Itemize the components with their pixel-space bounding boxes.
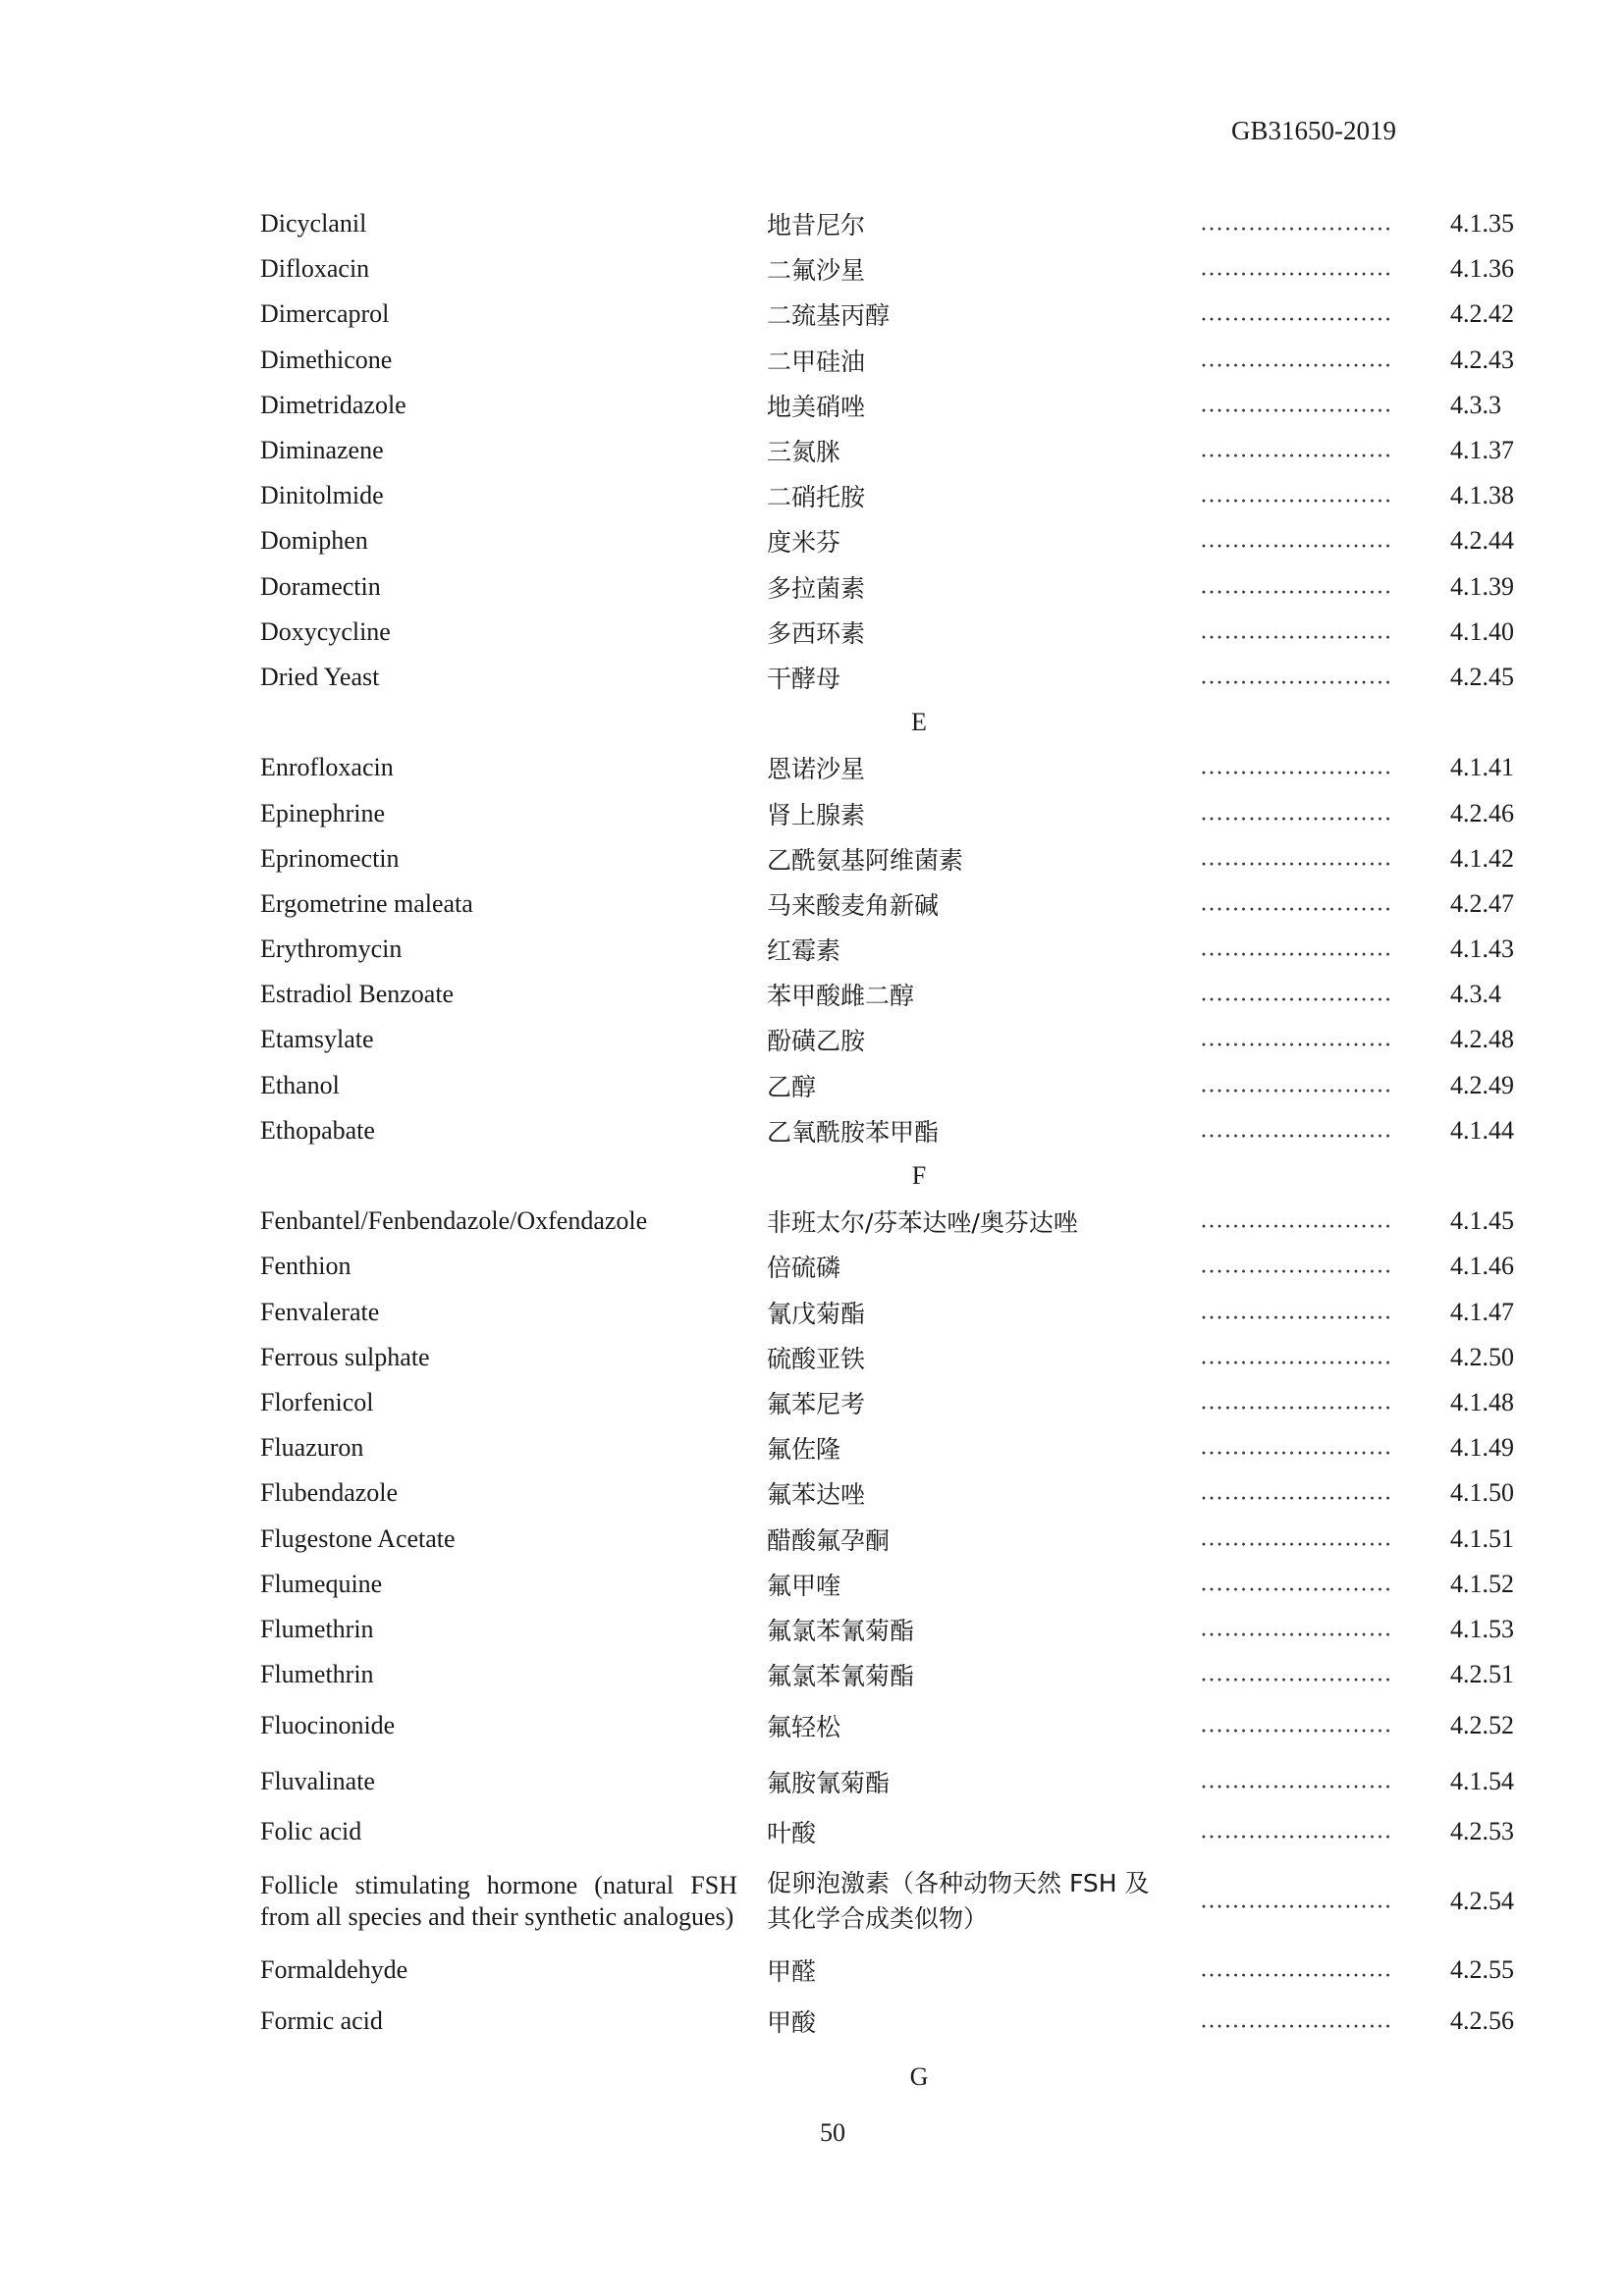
chinese-term: 倍硫磷 [767,1254,841,1283]
chinese-term: 甲酸 [767,2008,817,2038]
english-term: Flubendazole [260,1478,399,1508]
index-entry [260,383,1537,428]
english-term: Dicyclanil [260,209,367,239]
clause-reference: 4.1.54 [1450,1766,1514,1795]
clause-reference: 4.2.43 [1450,345,1514,374]
index-entry [260,1017,1537,1062]
clause-reference: 4.1.52 [1450,1569,1514,1598]
english-term: Ferrous sulphate [260,1342,430,1371]
dot-leader: …………………… [1200,618,1392,645]
chinese-term: 红霉素 [767,936,841,966]
chinese-term: 促卵泡激素（各种动物天然 FSH 及其化学合成类似物） [767,1868,1150,1933]
index-entry [260,1108,1537,1153]
clause-reference: 4.1.47 [1450,1297,1514,1326]
clause-reference: 4.1.49 [1450,1433,1514,1463]
index-entry [260,655,1537,700]
index-entry [260,972,1537,1017]
clause-reference: 4.1.46 [1450,1252,1514,1281]
dot-leader: …………………… [1200,981,1392,1007]
chinese-term: 酚磺乙胺 [767,1027,866,1056]
english-term: Fenvalerate [260,1297,380,1326]
chinese-term: 三氮脒 [767,438,841,467]
dot-leader: …………………… [1200,1434,1392,1461]
dot-leader: …………………… [1200,2007,1392,2034]
clause-reference: 4.1.51 [1450,1523,1514,1553]
dot-leader: …………………… [1200,1956,1392,1983]
chinese-term: 氟氯苯氰菊酯 [767,1616,915,1645]
dot-leader: …………………… [1200,754,1392,780]
chinese-term: 二硝托胺 [767,483,866,512]
document-standard-number: GB31650-2019 [1231,116,1396,145]
clause-reference: 4.2.53 [1450,1817,1514,1846]
english-term: Formic acid [260,2006,383,2036]
english-term: Eprinomectin [260,843,400,873]
index-entry [260,338,1537,383]
index-entry [260,292,1537,337]
dot-leader: …………………… [1200,1389,1392,1415]
clause-reference: 4.2.42 [1450,299,1514,329]
english-term: Flumequine [260,1569,383,1598]
chinese-term: 干酵母 [767,664,841,693]
index-entry [260,1516,1537,1561]
english-term: Difloxacin [260,254,370,284]
chinese-term: 多西环素 [767,618,866,648]
index-entry [260,1562,1537,1607]
chinese-term: 氟轻松 [767,1712,841,1741]
chinese-term: 氟氯苯氰菊酯 [767,1662,915,1691]
dot-leader: …………………… [1200,1661,1392,1687]
clause-reference: 4.2.50 [1450,1342,1514,1371]
english-term: Flumethrin [260,1660,374,1689]
chinese-term: 乙氧酰胺苯甲酯 [767,1117,940,1147]
section-letter: E [911,708,927,737]
dot-leader: …………………… [1200,1616,1392,1642]
chinese-term: 甲醛 [767,1957,817,1987]
english-term: Dried Yeast [260,662,380,691]
clause-reference: 4.1.35 [1450,209,1514,239]
dot-leader: …………………… [1200,1479,1392,1506]
english-term: Domiphen [260,526,368,556]
dot-leader: …………………… [1200,1571,1392,1597]
dot-leader: …………………… [1200,1117,1392,1144]
english-term: Erythromycin [260,934,403,964]
english-term: Flumethrin [260,1614,374,1643]
chinese-term: 氟胺氰菊酯 [767,1768,891,1797]
clause-reference: 4.1.37 [1450,436,1514,465]
dot-leader: …………………… [1200,1026,1392,1052]
clause-reference: 4.2.54 [1450,1886,1514,1915]
english-term: Fenbantel/Fenbendazole/Oxfendazole [260,1206,648,1236]
chinese-term: 氟苯达唑 [767,1480,866,1510]
index-entry [260,1948,1537,1993]
clause-reference: 4.1.39 [1450,571,1514,601]
index-entry [260,1753,1537,1809]
english-term: Florfenicol [260,1387,374,1416]
english-term: Dimetridazole [260,390,406,419]
english-term: Dimercaprol [260,299,390,329]
dot-leader: …………………… [1200,800,1392,827]
english-term: Enrofloxacin [260,753,394,782]
clause-reference: 4.1.44 [1450,1115,1514,1145]
section-letter-heading [260,700,1537,745]
dot-leader: …………………… [1200,890,1392,917]
clause-reference: 4.2.46 [1450,798,1514,828]
chinese-term: 氟佐隆 [767,1435,841,1465]
english-term: Formaldehyde [260,1955,408,1985]
clause-reference: 4.2.56 [1450,2006,1514,2036]
clause-reference: 4.2.49 [1450,1070,1514,1099]
index-entry [260,1335,1537,1380]
chinese-term: 马来酸麦角新碱 [767,890,940,920]
dot-leader: …………………… [1200,1344,1392,1370]
chinese-term: 度米芬 [767,528,841,558]
index-entry [260,1425,1537,1470]
clause-reference: 4.1.45 [1450,1206,1514,1236]
clause-reference: 4.1.36 [1450,254,1514,284]
english-term: Dimethicone [260,345,393,374]
dot-leader: …………………… [1200,1299,1392,1325]
index-entry [260,881,1537,927]
english-term: Etamsylate [260,1025,374,1054]
english-term: Ergometrine maleata [260,888,473,918]
index-entry [260,1199,1537,1244]
clause-reference: 4.2.52 [1450,1710,1514,1739]
english-term: Ethanol [260,1070,340,1099]
dot-leader: …………………… [1200,1888,1392,1914]
index-entry [260,790,1537,835]
index-entry [260,927,1537,972]
dot-leader: …………………… [1200,845,1392,872]
index-entry [260,1809,1537,1854]
dot-leader: …………………… [1200,1253,1392,1279]
dot-leader: …………………… [1200,664,1392,690]
section-letter: G [909,2062,929,2092]
index-entry [260,745,1537,790]
clause-reference: 4.2.44 [1450,526,1514,556]
english-term: Fluocinonide [260,1710,396,1739]
english-term: Doramectin [260,571,381,601]
dot-leader: …………………… [1200,300,1392,327]
index-entry [260,246,1537,292]
index-entry [260,1994,1537,2050]
chinese-term: 氰戊菊酯 [767,1299,866,1328]
chinese-term: 非班太尔/芬苯达唑/奥芬达唑 [767,1208,1078,1238]
chinese-term: 乙酰氨基阿维菌素 [767,845,964,875]
chinese-term: 地昔尼尔 [767,211,866,240]
clause-reference: 4.1.41 [1450,753,1514,782]
clause-reference: 4.1.42 [1450,843,1514,873]
dot-leader: …………………… [1200,935,1392,962]
clause-reference: 4.3.4 [1450,980,1501,1009]
index-entry [260,1854,1537,1948]
chinese-term: 叶酸 [767,1819,817,1848]
english-term: Flugestone Acetate [260,1523,456,1553]
clause-reference: 4.1.50 [1450,1478,1514,1508]
index-entry [260,1063,1537,1108]
dot-leader: …………………… [1200,1768,1392,1794]
dot-leader: …………………… [1200,1525,1392,1552]
index-entry [260,1607,1537,1652]
clause-reference: 4.1.40 [1450,616,1514,646]
dot-leader: …………………… [1200,1072,1392,1098]
dot-leader: …………………… [1200,437,1392,463]
index-entry [260,1652,1537,1697]
dot-leader: …………………… [1200,527,1392,554]
english-term: Fluvalinate [260,1766,375,1795]
clause-reference: 4.1.48 [1450,1387,1514,1416]
clause-reference: 4.1.38 [1450,481,1514,510]
chinese-term: 硫酸亚铁 [767,1344,866,1373]
index-entry [260,428,1537,473]
chinese-term: 二甲硅油 [767,347,866,376]
english-term: Estradiol Benzoate [260,980,455,1009]
dot-leader: …………………… [1200,210,1392,237]
section-letter-heading [260,2050,1537,2106]
clause-reference: 4.3.3 [1450,390,1501,419]
chinese-term: 地美硝唑 [767,392,866,421]
index-entry [260,518,1537,563]
index-entry [260,1697,1537,1753]
chinese-term: 乙醇 [767,1072,817,1101]
chinese-term: 苯甲酸雌二醇 [767,982,915,1011]
english-term: Folic acid [260,1817,362,1846]
chinese-term: 二氟沙星 [767,256,866,286]
index-entry [260,836,1537,881]
english-term: Diminazene [260,436,384,465]
index-entry [260,1470,1537,1516]
chinese-term: 氟甲喹 [767,1571,841,1600]
dot-leader: …………………… [1200,255,1392,282]
chinese-term: 氟苯尼考 [767,1389,866,1418]
section-letter: F [911,1161,927,1191]
dot-leader: …………………… [1200,1207,1392,1234]
index-entry [260,473,1537,518]
english-term: Follicle stimulating hormone (natural FSH from all species and their synthetic analogues) [260,1870,737,1931]
index-entry [260,1380,1537,1425]
clause-reference: 4.1.43 [1450,934,1514,964]
index-entry [260,201,1537,246]
index-entry [260,1290,1537,1335]
dot-leader: …………………… [1200,482,1392,508]
english-term: Doxycycline [260,616,391,646]
english-term: Ethopabate [260,1115,375,1145]
chinese-term: 恩诺沙星 [767,755,866,784]
index-entry [260,564,1537,610]
clause-reference: 4.1.53 [1450,1614,1514,1643]
clause-reference: 4.2.47 [1450,888,1514,918]
english-term: Fenthion [260,1252,352,1281]
chinese-term: 肾上腺素 [767,800,866,829]
index-entry [260,1244,1537,1289]
clause-reference: 4.2.48 [1450,1025,1514,1054]
dot-leader: …………………… [1200,347,1392,373]
chinese-term: 二巯基丙醇 [767,301,891,331]
english-term: Epinephrine [260,798,386,828]
chinese-term: 多拉菌素 [767,573,866,603]
dot-leader: …………………… [1200,392,1392,418]
dot-leader: …………………… [1200,1712,1392,1738]
index-entry [260,610,1537,655]
english-term: Dinitolmide [260,481,384,510]
english-term: Fluazuron [260,1433,364,1463]
page-number: 50 [820,2118,845,2147]
dot-leader: …………………… [1200,573,1392,600]
chinese-term: 醋酸氟孕酮 [767,1525,891,1555]
clause-reference: 4.2.45 [1450,662,1514,691]
clause-reference: 4.2.51 [1450,1660,1514,1689]
dot-leader: …………………… [1200,1818,1392,1844]
clause-reference: 4.2.55 [1450,1955,1514,1985]
index-list [260,201,1537,2106]
section-letter-heading [260,1153,1537,1199]
